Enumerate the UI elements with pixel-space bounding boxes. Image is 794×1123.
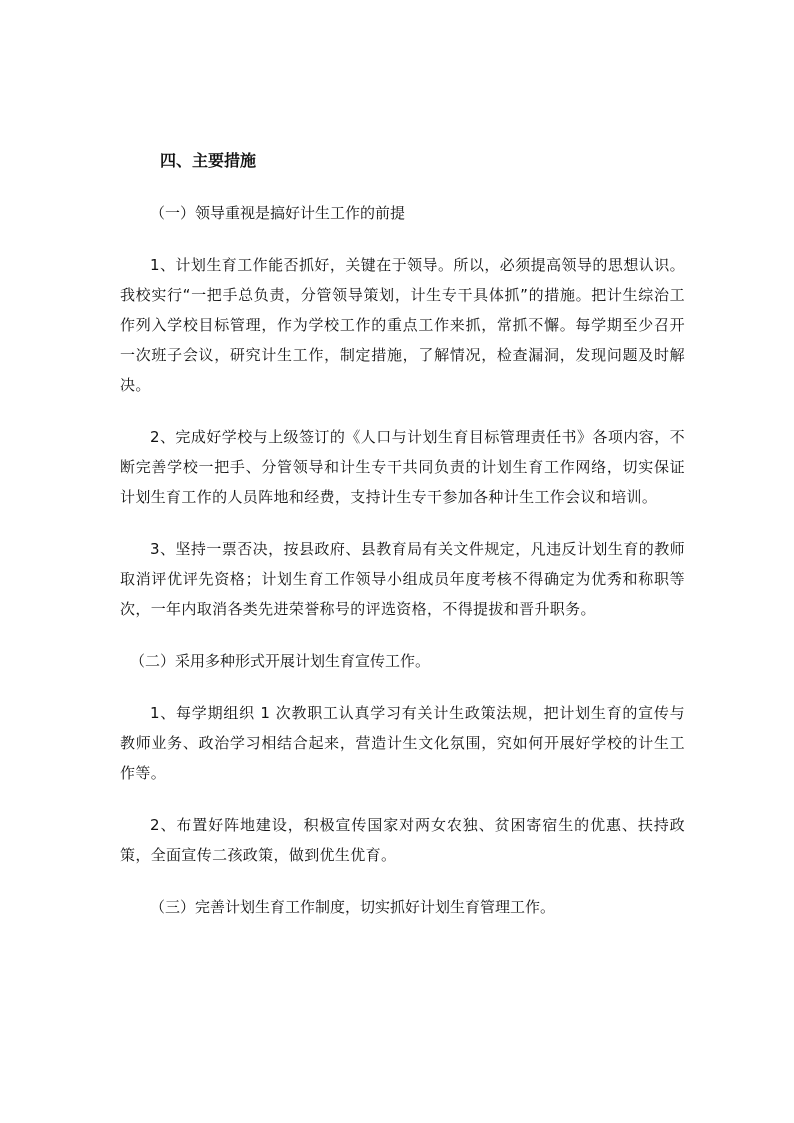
- paragraph-2-2: 2、布置好阵地建设，积极宣传国家对两女农独、贫困寄宿生的优惠、扶持政策，全面宣传二孩政策，做到优生优育。: [120, 816, 685, 864]
- subsection-title-1: （一）领导重视是搞好计生工作的前提: [150, 204, 406, 222]
- subsection-title-3: （三）完善计划生育工作制度，切实抓好计划生育管理工作。: [150, 898, 556, 916]
- paragraph-1-2: 2、完成好学校与上级签订的《人口与计划生育目标管理责任书》各项内容，不断完善学校一把手、分管领导和计生专干共同负责的计划生育工作网络，切实保证计划生育工作的人员阵地和经费，支持计生专干参加各种计生工作会议和培训。: [120, 428, 685, 506]
- document-body: [120, 146, 685, 944]
- paragraph-1-3: 3、坚持一票否决，按县政府、县教育局有关文件规定，凡违反计划生育的教师取消评优评先资格；计划生育工作领导小组成员年度考核不得确定为优秀和称职等次，一年内取消各类先进荣誉称号的评选资格，不得提拔和晋升职务。: [120, 540, 685, 618]
- section-title: 四、主要措施: [160, 151, 257, 170]
- paragraph-2-1: 1、每学期组织 1 次教职工认真学习有关计生政策法规，把计划生育的宣传与教师业务、政治学习相结合起来，营造计生文化氛围，究如何开展好学校的计生工作等。: [120, 704, 685, 782]
- paragraph-1-1: 1、计划生育工作能否抓好，关键在于领导。所以，必须提高领导的思想认识。我校实行“一把手总负责，分管领导策划，计生专干具体抓”的措施。把计生综治工作列入学校目标管理，作为学校工作的重点工作来抓，常抓不懈。每学期至少召开一次班子会议，研究计生工作，制定措施，了解情况，检查漏洞，发现问题及时解决。: [120, 256, 685, 394]
- subsection-title-2: （二）采用多种形式开展计划生育宣传工作。: [130, 652, 431, 670]
